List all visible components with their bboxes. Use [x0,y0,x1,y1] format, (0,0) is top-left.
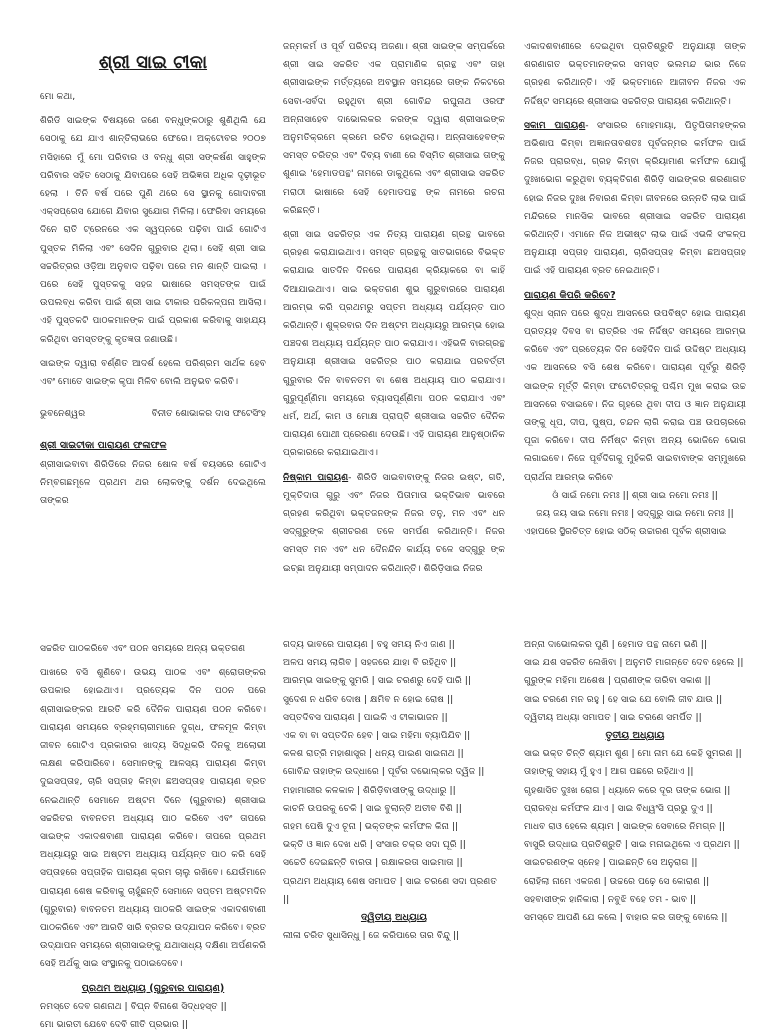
verse-line: ମାଧବ ରାଓ ହେଲେ ଶ୍ୟାମ | ସାଇଙ୍କ ସେବାରେ ନିମଗ୍ନ || [524,821,725,833]
verse-line: ସାଇ ଯଶ ସଚ୍ଚରିତ ଲେଖିବା | ଅନୁମତି ମାଗନ୍ତେ ଦେବ ହେଲେ || [524,657,744,669]
verse-line: ମହାମାରୀର କଳକାଳ | ଶିରିଡ଼ିବାସୀଙ୍କୁ ଉଦ୍ଧାରୁ || [283,784,456,796]
verse-line: ଆରମ୍ଭ ସାଇଙ୍କୁ ସୁମରି | ସାଇ ଚରଣରୁ ଦେହି ପାରି || [283,675,471,687]
verse-line: ଭକ୍ତି ଓ ଜ୍ଞାନ ଦେଖ ଧରି | ସଂସାର ଚକ୍ର ସଦା ଘୂରି || [283,839,466,851]
verse-line: ଗହମ ପେଷି ଦୁଏ ଚୂନା | ଭକ୍ତଙ୍କ କର୍ମଫଳ କିନା || [283,821,459,833]
intro-paragraph: ଶିରିଡି ସାଇଙ୍କ ବିଷୟରେ ଜଣେ ବନ୍ଧୁଙ୍କଠାରୁ ଶୁଣିଥିଲି ଯେ ସେଠାକୁ ଯେ ଯାଏ ଶାନ୍ତିଲାଭରେ ଫେରେ। ଅକ୍ଟୋବର ୨୦୦୭ ମସିହାରେ ମୁଁ ମୋ ପରିବାର ଓ ବନ୍ଧୁ ଶ୍ରୀ ସଙ୍କର୍ଷଣ ସାହୁଙ୍କ ପରିବାର ସହିତ ସେଠାକୁ ଯିବାପରେ ସେହି ଅଭିଜ୍ଞତା ଅଧିକ ଦୃଢ଼ୀଭୂତ ହେଲା । ତିନି ବର୍ଷ ପରେ ପୁଣି ଥରେ ସେ ସ୍ଥାନକୁ ଗୋଦାବରୀ ଏକ୍ସପ୍ରେସ ଯୋଗେ ଯିବାର ସୁଯୋଗ ମିଳିଲା। ଫେରିବା ସମୟରେ ଦିନେ ରାତି ଟ୍ରେନରେ ଏକ ସ୍ୱପ୍ନରେ ପଢ଼ିବା ପାଇଁ ଗୋଟିଏ ପୁସ୍ତକ ମିଳିଲା ଏବଂ ସେଦିନ ଗୁରୁବାର ଥିଲା। ସେହି ଶ୍ରୀ ସାଇ ସଚ୍ଚରିତ୍ରର ଓଡ଼ିଆ ଅନୁବାଦ ପଢ଼ିବା ପରେ ମନ ଶାନ୍ତି ପାଇଲା । ପରେ ସେହି ପୁସ୍ତକକୁ ସହଜ ଭାଷାରେ ସମସ୍ତଙ୍କ ପାଇଁ ଉପଲବ୍ଧ କରିବା ପାଇଁ ଶ୍ରୀ ସାଇ ଟୀକାର ପରିକଳ୍ପନା ଆସିଲା। ଏହି ପୁସ୍ତକଟି ପାଠକମାନଙ୍କ ପାଇଁ ପ୍ରକାଶ କରିବାକୁ ସାହାଯ୍ୟ କରିଥିବା ସମସ୍ତଙ୍କୁ କୃତଜ୍ଞତା ଜଣାଉଛି। [40,115,266,345]
column-2 [283,38,505,578]
verse-line: ସଚ୍ଚେତି ଦେଇଛନ୍ତି ବାରତା | ରକ୍ଷାକରତା ସାଇମାତା || [283,857,463,869]
col3-paragraph-1: ଏକାଦଶବାଣୀରେ ଦେଇଥିବା ପ୍ରତିଶ୍ରୁତି ଅନୁଯାୟୀ ତାଙ୍କ ଶରଣାଗତ ଭକ୍ତମାନଙ୍କର ସମସ୍ତ ଭଲମନ୍ଦ ଭାର ନିଜେ ଗ୍ରହଣ କରିଥାନ୍ତି। ଏହି ଭକ୍ତମାନେ ଆଜୀବନ ନିଜର ଏକ ନିର୍ଦ୍ଦିଷ୍ଟ ସମୟରେ ଶ୍ରୀସାଇ ସଚ୍ଚରିତ୍ର ପାରାୟଣ କରିଥାନ୍ତି। [524,41,746,107]
chapter-2-heading: ଦ୍ୱିତୀୟ ଅଧ୍ୟାୟ [360,912,428,924]
nishkam-text: - ଶିରିଡି ସାଇବାବାଙ୍କୁ ନିଜର ଇଷ୍ଟ, ଗତି, ମୁକ୍ତିଦାତା ଗୁରୁ ଏବଂ ନିଜର ପିତାମାତା ଭକ୍ତିଭାବ ଭାବରେ ଗ୍ରହଣ କରିଥିବା ଭକ୍ତଜନଙ୍କ ନିଜର ତନୁ, ମନ ଏବଂ ଧନ ସଦ୍‌ଗୁରୁଙ୍କ ଶ୍ରୀଚରଣ ତଳେ ସମର୍ପଣ କରିଥାନ୍ତି। ନିଜର ସମସ୍ତ ମନ ଏବଂ ଧନ ଦୈନନ୍ଦିନ କାର୍ଯ୍ୟ ଚଳେ ସଦ୍‌ଗୁରୁ ଙ୍କ ଇଚ୍ଛା ଅନୁଯାୟୀ ସମ୍ପାଦନ କରିଥାନ୍ତି। ଶିରିଡ଼ିସାଇ ନିଜର [283,471,505,574]
mantra-line-2: ଜୟ ଜୟ ସାଇ ନମୋ ନମଃ | ସଦ୍‌ଗୁରୁ ସାଇ ନମୋ ନମଃ || [536,508,734,520]
verse-line: ସାଇଚରଣଙ୍କ ସ୍ନେହ | ପାଇଛନ୍ତି ସେ ଅନୁରାଗ || [524,857,698,869]
verse-line: ଗୁରୁଙ୍କ ମହିମା ଅଶେଷ | ପ୍ରାଣୀଙ୍କ ତାରିବା ସକାଶ || [524,675,711,687]
col3-paragraph-2 [524,117,746,281]
sakam-heading: ସକାମ ପାରାୟଣ [524,119,586,131]
verse-line: ସୁଦେଶ ନ ଧରିବ ଦୋଷ | କ୍ଷମିବ ନ ହୋଇ ରୋଷ || [283,693,454,705]
col4-paragraph-2: ପାଖରେ ବସି ଶୁଣିବେ। ଉଭୟ ପାଠକ ଏବଂ ଶ୍ରୋତାଙ୍କର ଉପକାର ହୋଇଥାଏ। ପ୍ରତ୍ୟେକ ଦିନ ପଠନ ପରେ ଶ୍ରୀସାଇଙ୍କର ଆରତି କରି ଦୈନିକ ପାରାୟଣ ପଠନ କରିବେ। ପାରାୟଣ ସମୟରେ ବ୍ରହ୍ମଚାରୀମାନେ ଦୁଗ୍ଧ, ଫଳମୂଳ କିମ୍ବା ଜୀବନ ଗୋଟିଏ ପ୍ରକାରର ଖାଦ୍ୟ ସିଦ୍ଧିକରି ଦିନକୁ ଅଲୋଭୀ ଲକ୍ଷଣ କରିପାରିବେ। ସେମାନଙ୍କୁ ଆଳସ୍ୟ ପାରାୟଣ କିମ୍ବା ଦୁଇସପ୍ତାହ, ଚାରି ସପ୍ତାହ କିମ୍ବା ଛଅସପ୍ତାହ ପାରାୟଣ ବ୍ରତ ନେଇଥାନ୍ତି ସେମାନେ ଅଷ୍ଟମ ଦିନେ (ଗୁରୁବାର) ଶ୍ରୀସାଇ ସଚ୍ଚରିତର ବାବନତମ ଅଧ୍ୟାୟ ପାଠ କରିବେ ଏବଂ ତାପରେ ସାଇଙ୍କ ଏକାଦଶବାଣୀ ପାରାୟଣ କରିବେ। ତାପରେ ପ୍ରଥମ ଅଧ୍ୟାୟରୁ ସାଇ ଅଷ୍ଟମ ଅଧ୍ୟାୟ ପର୍ଯ୍ୟନ୍ତ ପାଠ କରି ସେହି ସପ୍ତାହରେ ସପ୍ତାହିକ ପାରାୟଣ କ୍ରମ ଚାଲୁ ରଖିବେ। ଯେଉଁମାନେ ପାରାୟଣ ଶେଷ କରିବାକୁ ଚାହୁଁଛନ୍ତି ସେମାନେ ସପ୍ତମ ଅଷ୍ଟମଦିନ (ଗୁରୁବାର) ବାବନତମ ଅଧ୍ୟାୟ ପାଠକରି ସାଇଙ୍କ ଏକାଦଶବାଣୀ ପାଠକରିବେ ଏବଂ ଆରତି ସାରି ବ୍ରତର ଉଦ୍ଯାପନ କରିବେ। ବ୍ରତ ଉଦ୍ଯାପନ ସମୟରେ ଶ୍ରୀସାଇଙ୍କୁ ଯଥାସାଧ୍ୟ ଦକ୍ଷିଣା ଅର୍ପଣକରି ସେହି ଅର୍ଥକୁ ସାଇ ସଂସ୍ଥାନକୁ ପଠାଇଦେବେ। [40,667,266,970]
verse-line: ଅନ୍ନା ଦାଭୋଲକର ପୁଣି | ହେମାଡ ପନ୍ଥ ନାମେ ଭଣି || [524,639,707,650]
column-1 [40,48,266,510]
chapter-1-heading: ପ୍ରଥମ ଅଧ୍ୟାୟ (ଗୁରୁବାର ପାରାୟଣ) [81,982,225,994]
chapter-1-verse: ନମସ୍ତେ ଦେବ ଗଣନାଥ | ବିଘ୍ନ ବିନାଶେ ସିଦ୍ଧହସ୍ତ || [40,1000,227,1012]
greeting: ମୋ କଥା, [40,91,76,102]
col3-paragraph-4: ଏହାପରେ ସ୍ଥିରଚିତ୍ତ ହୋଇ ସଠିକ୍ ଉଚ୍ଚାରଣ ପୂର୍ବକ ଶ୍ରୀସାଇ [524,526,727,538]
verse-line: କଳଶ ରାତ୍ରି ମହାଶାସ୍ତ୍ର | ଧନ୍ୟ ପାଇଣ ସାଇନାଥ || [283,748,464,760]
verse-line: ରୋହିଲା ନାମେ ଏକଜଣ | ଉଚ୍ଚରେ ପଢ଼େ ସେ କୋରାଣ || [524,875,710,887]
column-6 [524,636,746,927]
verse-line: ଅଳପ ସମୟ ଲାଗିବ | ସହଜରେ ଯାହା ବି ରହିଥିବ || [283,657,457,669]
verse-line: ଲୀଳା ଚରିତ ସୁଧାସିନ୍ଧୁ | ଜେ କରିପାରେ ତାର ବିନ୍ଦୁ || [283,930,460,942]
how-to-heading: ପାରାୟଣ କିପରି କରିବେ? [524,289,616,301]
section-text-results: ଶ୍ରୀସାଇବାବା ଶିରିଡିରେ ନିଜର ଷୋଳ ବର୍ଷ ବୟସରେ ଗୋଟିଏ ନିମ୍ବଗଛମୂଳେ ପ୍ରଥମ ଥର ଲୋକଙ୍କୁ ଦର୍ଶନ ଦେଇଥିଲେ ତାଙ୍କର [40,458,266,507]
signature-line [40,405,266,423]
place-name: ଭୁବନେଶ୍ୱର [40,408,86,420]
closing-paragraph: ସାଇଙ୍କ ଦ୍ୱାରା ବର୍ଣ୍ଣିତ ଆଦର୍ଶ ହେଲେ ପରିଶ୍ରମ ସାର୍ଥକ ହେବ ଏବଂ ମୋତେ ସାଇଙ୍କ କୃପା ମିଳିବ ବୋଲି ଅନୁଭବ କରିବି। [40,357,266,388]
col2-paragraph-1: ଜନ୍ମକର୍ମ ଓ ପୂର୍ବ ପରିଚୟ ଅଜଣା। ଶ୍ରୀ ସାଇଙ୍କ ସମ୍ପର୍କରେ ଶ୍ରୀ ସାଇ ସଚ୍ଚରିତ ଏକ ପ୍ରାମାଣିକ ଗ୍ରନ୍ଥ ଏବଂ ତାହା ଶ୍ରୀସାଇଙ୍କ ମର୍ତ୍ତ୍ୟରେ ଅବସ୍ଥାନ ସମୟରେ ତାଙ୍କ ନିକଟରେ ସେବା-ସର୍ବଦା ରହୁଥିବା ଶ୍ରୀ ଗୋବିନ୍ଦ ରଘୁନାଥ ଓରଫ ଅନ୍ନାସାହେବ ଦାଭୋଲକର କରଙ୍କ ଦ୍ୱାରା ଶ୍ରୀସାଇଙ୍କ ଅନୁମତିକ୍ରମେ କ୍ରମେ ରଚିତ ହୋଇଥିଲା। ଅନ୍ନାସାହେବଙ୍କ ସମସ୍ତ ଚରିତ୍ର ଏବଂ ଦିବ୍ୟ ବାଣୀ ରେ ବିସ୍ମିତ ଶ୍ରୀସାଇ ତାଙ୍କୁ ଶୁଣାଇ 'ହେମାଡପନ୍ଥ' ନାମରେ ଡାକୁଥିଲେ ଏବଂ ଶ୍ରୀସାଇ ସଚ୍ଚରିତ ମରାଠୀ ଭାଷାରେ ସେହି ହେମାଡପନ୍ଥ ଙ୍କ ନାମରେ ରଚନା କରିଛନ୍ତି। [283,41,505,216]
col3-paragraph-3: ଶୁଦ୍ଧ ସ୍ନାନ ପରେ ଶୁଦ୍ଧ ଆସନରେ ଉପବିଷ୍ଟ ହୋଇ ପାରାୟଣ ପ୍ରତ୍ୟହ ଦିବସ ବା ରାତ୍ରିର ଏକ ନିର୍ଦ୍ଦିଷ୍ଟ ସମୟରେ ଆରମ୍ଭ କରିବେ ଏବଂ ପ୍ରତ୍ୟେକ ଦିନ ସେହିଦିନ ପାଇଁ ଉଦ୍ଦିଷ୍ଟ ଅଧ୍ୟାୟ ଏକ ଆସନରେ ବସି ଶେଷ କରିବେ। ପାରାୟଣ ପୂର୍ବରୁ ଶିରିଡ଼ି ସାଇଙ୍କ ମୂର୍ତ୍ତି କିମ୍ବା ଫଟୋଚିତ୍ରକୁ ପଶ୍ଚିମ ମୁଖ କରାଇ ଉଚ୍ଚ ଆସନରେ ବସାଇବେ। ନିଜ ଗୃହରେ ଥିବା ଦୀପ ଓ ଜ୍ଞାନ ଅନୁଯାୟୀ ତାଙ୍କୁ ଧୂପ, ଦୀପ, ପୁଷ୍ପ, ଚନ୍ଦନ ଲାଗି କରାଇ ପଞ୍ଚ ଉପଚାରରେ ପୂଜା କରିବେ। ଦୀପ ନିର୍ମିଷ୍ଟ କିମ୍ବା ଅନ୍ୟ ଭୋଜିନେ ଭୋଗ ଲଗାଇବେ। ନିଜେ ପୂର୍ବଦିଗକୁ ମୁହଁକରି ସାଇବାବାଙ୍କ ସମ୍ମୁଖରେ ପ୍ରାର୍ଥନା ଆରମ୍ଭ କରିବେ [524,307,746,483]
column-5 [283,636,505,945]
verse-line: ଗୋବିନ୍ଦ ତାହାଙ୍କ ଉଦ୍ଧାରେ | ପୂର୍ବର ଦଭୋଲ୍କର ଦ୍ୱିଜ || [283,766,485,778]
verse-line: ପ୍ରାରବ୍ଧ କର୍ମଫଳ ଯାଏ | ସାଇ ବିଧ୍ୱଂସି ପ୍ରଭୁ ଦୁଏ || [524,802,713,814]
nishkam-heading: ନିଷ୍କାମ ପାରାୟଣ [283,471,349,483]
verse-line: ବାସୁରି ଉଦ୍ଧାଇ ପ୍ରତିଶ୍ରୁତି | ସାଇ ମନାଇଥିଲେ ଏ ପ୍ରଥମ || [524,839,740,851]
column-4 [40,640,266,1034]
page-title: ଶ୍ରୀ ସାଇ ଟୀକା [98,52,208,73]
chapter-1-verse: ମୋ ଭାରତୀ ଯେବେ ଦେବି ଗୀତି ପ୍ରଭାର || [40,1019,188,1031]
verse-line: ସାଇ ଭକ୍ତ ଚିନ୍ତି ଶ୍ୟାମ ଶୁଣ | ମୋ ନାମ ଯେ କେହି ସୁମରଣ || [524,748,742,760]
verse-line: କାଚନି ଉପରକୁ ଚେକି | ସାଇ ବୁଲାନ୍ତି ଅତୀବ ବିଶି || [283,802,462,814]
verse-line: ଗୃହଶାସିତ ଦୁଃଖ ରୋଗ | ଧ୍ୟାନେ କରେ ଦୂର ତାଙ୍କ ଭୋଗ || [524,784,731,796]
verse-line: ପ୍ରଥମ ଅଧ୍ୟାୟ ଶେଷ ସମାପତ | ସାଇ ଚରଣେ ସଦା ପ୍ରଣତ || [283,875,497,905]
col4-paragraph-1: ସଚ୍ଚରିତ ପାଠକରିବେ ଏବଂ ପଠନ ସମୟରେ ଅନ୍ୟ ଭକ୍ତଗଣ [40,643,246,654]
column-3 [524,38,746,541]
verse-line: ଗଦ୍ୟ ଭାବରେ ପାରାୟଣ | ବହୁ ସମୟ ନିଏ ଜାଣ || [283,639,455,650]
verse-line: ଦ୍ୱିତୀୟ ଅଧ୍ୟା ସମାପତ | ସାଇ ଚରଣେ ସମର୍ପିତ || [524,711,702,723]
sakam-text: - ସଂସାରର ମୋହମାୟା, ପିତୃପିତାମହଙ୍କର ଅଭିଶାପ କିମ୍ବା ଅଜ୍ଞାନତାବଶତଃ ପୂର୍ବଜନ୍ମର କର୍ମଫଳ ପାଇଁ ନିଜର ପ୍ରାରବ୍ଧ, ଗ୍ରହ କିମ୍ବା କ୍ରିୟାମାଣ କର୍ମଫଳ ଯୋଗୁଁ ଦୁଃଖଭୋଗ କରୁଥିବା ବ୍ୟକ୍ତିଗଣ ଶିରିଡ଼ି ସାଇଙ୍କର ଶରଣାଗତ ହୋଇ ନିଜର ଦୁଃଖ ନିବାରଣ କିମ୍ବା ଜୀବନରେ ଉନ୍ନତି ଲାଭ ପାଇଁ ମନ୍ଦିରରେ ମାନସିକ ଭାବରେ ଶ୍ରୀସାଇ ସଚ୍ଚରିତ ପାରାୟଣ କରିଥାନ୍ତି। ଏମାନେ ନିଜ ଅଭୀଷ୍ଟ ଲାଭ ପାଇଁ ଏଭଳି ସଂକଳ୍ପ ଅନୁଯାୟୀ ସପ୍ତାହ ପାରାୟଣ, ଚାରିସପ୍ତାହ କିମ୍ବା ଛଅସପ୍ତାହ ପାଇଁ ଏହି ପାରାୟଣ ବ୍ରତ ନେଇଥାନ୍ତି। [524,119,746,277]
col2-paragraph-2: ଶ୍ରୀ ସାଇ ସଚ୍ଚରିତ୍ର ଏକ ନିତ୍ୟ ପାରାୟଣ ଗ୍ରନ୍ଥ ଭାବରେ ଗ୍ରହଣ କରାଯାଇଥାଏ। ସମସ୍ତ ଗ୍ରନ୍ଥକୁ ସାତଭାଗରେ ବିଭକ୍ତ କରାଯାଇ ସାତଦିନ ଦିନରେ ପାରାୟଣ କ୍ରିୟାକରେ ବା କାହିଁ ଦିଆଯାଇଥାଏ। ସାଇ ଭକ୍ତଗଣ ଶୁଭ ଗୁରୁବାରରେ ପାରାୟଣ ଆରମ୍ଭ କରି ପ୍ରଥମରୁ ସପ୍ତମ ଅଧ୍ୟାୟ ପର୍ଯ୍ୟନ୍ତ ପାଠ କରିଥାନ୍ତି। ଶୁକ୍ରବାର ଦିନ ଅଷ୍ଟମ ଅଧ୍ୟାୟରୁ ଆରମ୍ଭ ହୋଇ ପଞ୍ଚଦଶ ଅଧ୍ୟାୟ ପର୍ଯ୍ୟନ୍ତ ପାଠ କରାଯାଏ। ଏହିଭଳି ବାରଗ୍ରନ୍ଥ ଅନୁଯାୟୀ ଶ୍ରୀସାଇ ସଚ୍ଚରିତ୍ର ପାଠ କରାଯାଇ ପରବର୍ତ୍ତୀ ଗୁରୁବାର ଦିନ ବାବନତମ ବା ଶେଷ ଅଧ୍ୟାୟ ପାଠ କରାଯାଏ। ଗୁରୁପୂର୍ଣ୍ଣିମା ସମୟରେ ବ୍ୟାସପୂର୍ଣ୍ଣିମା ପଠନ କରାଯାଏ ଏବଂ ଧର୍ମ, ଅର୍ଥ, କାମ ଓ ମୋକ୍ଷ ପ୍ରାପ୍ତି ଶ୍ରୀସାଇ ସଚ୍ଚରିତ ଦୈନିକ ପାରାୟଣ ପୋଥୀ ପ୍ରେରଣା ଦେଉଛି। ଏହି ପାରାୟଣ ଆନୁଷ୍ଠାନିକ ପ୍ରକାରରେ କରାଯାଇଥାଏ। [283,229,505,459]
col2-paragraph-3 [283,469,505,578]
author-signature: ବିନୀତ ଶୋଭାକର ଦାସ ଫଟେସିଂହ [151,408,266,420]
verse-line: ଏକ ବା ବା ସପ୍ତଦିନ ହେବ | ସାଇ ମହିମା ବ୍ୟାପିଯିବ || [283,730,471,742]
verse-line: ତାହାଙ୍କୁ ସହାୟ ମୁଁ ହୁଏ | ଆଗ ପଛରେ ରହିଥାଏ || [524,766,694,778]
mantra-line-1: ଓଁ ସାଇଁ ନମୋ ନମଃ || ଶ୍ରୀ ସାଇ ନମୋ ନମଃ || [552,489,718,501]
verse-line: ସହବାସୀଙ୍କ ହାନିକାରା | ନବୁଝି ବହେ ତମ - ଭାବ || [524,893,697,905]
section-heading-results: ଶ୍ରୀ ସାଇଟୀକା ପାରାୟଣ ଫଳାଫଳ [40,440,167,452]
verse-line: ସମସ୍ତେ ଆପଣି ଯେ କଲେ | ବାହାର କର ତାଙ୍କୁ ବୋଲେ || [524,912,728,924]
verse-line: ସପ୍ତଦିବସ ପାରାୟଣ | ପାଇକି ଏ ଟୀକାଭାଜନ || [283,711,448,723]
verse-line: ସାଇ ଚରଣେ ମନ ରହୁ | ହେ ସାଇ ଯେ ବୋଲି ଜୀବ ଯାଉ || [524,693,723,705]
chapter-3-heading: ତୃତୀୟ ଅଧ୍ୟାୟ [605,730,665,742]
